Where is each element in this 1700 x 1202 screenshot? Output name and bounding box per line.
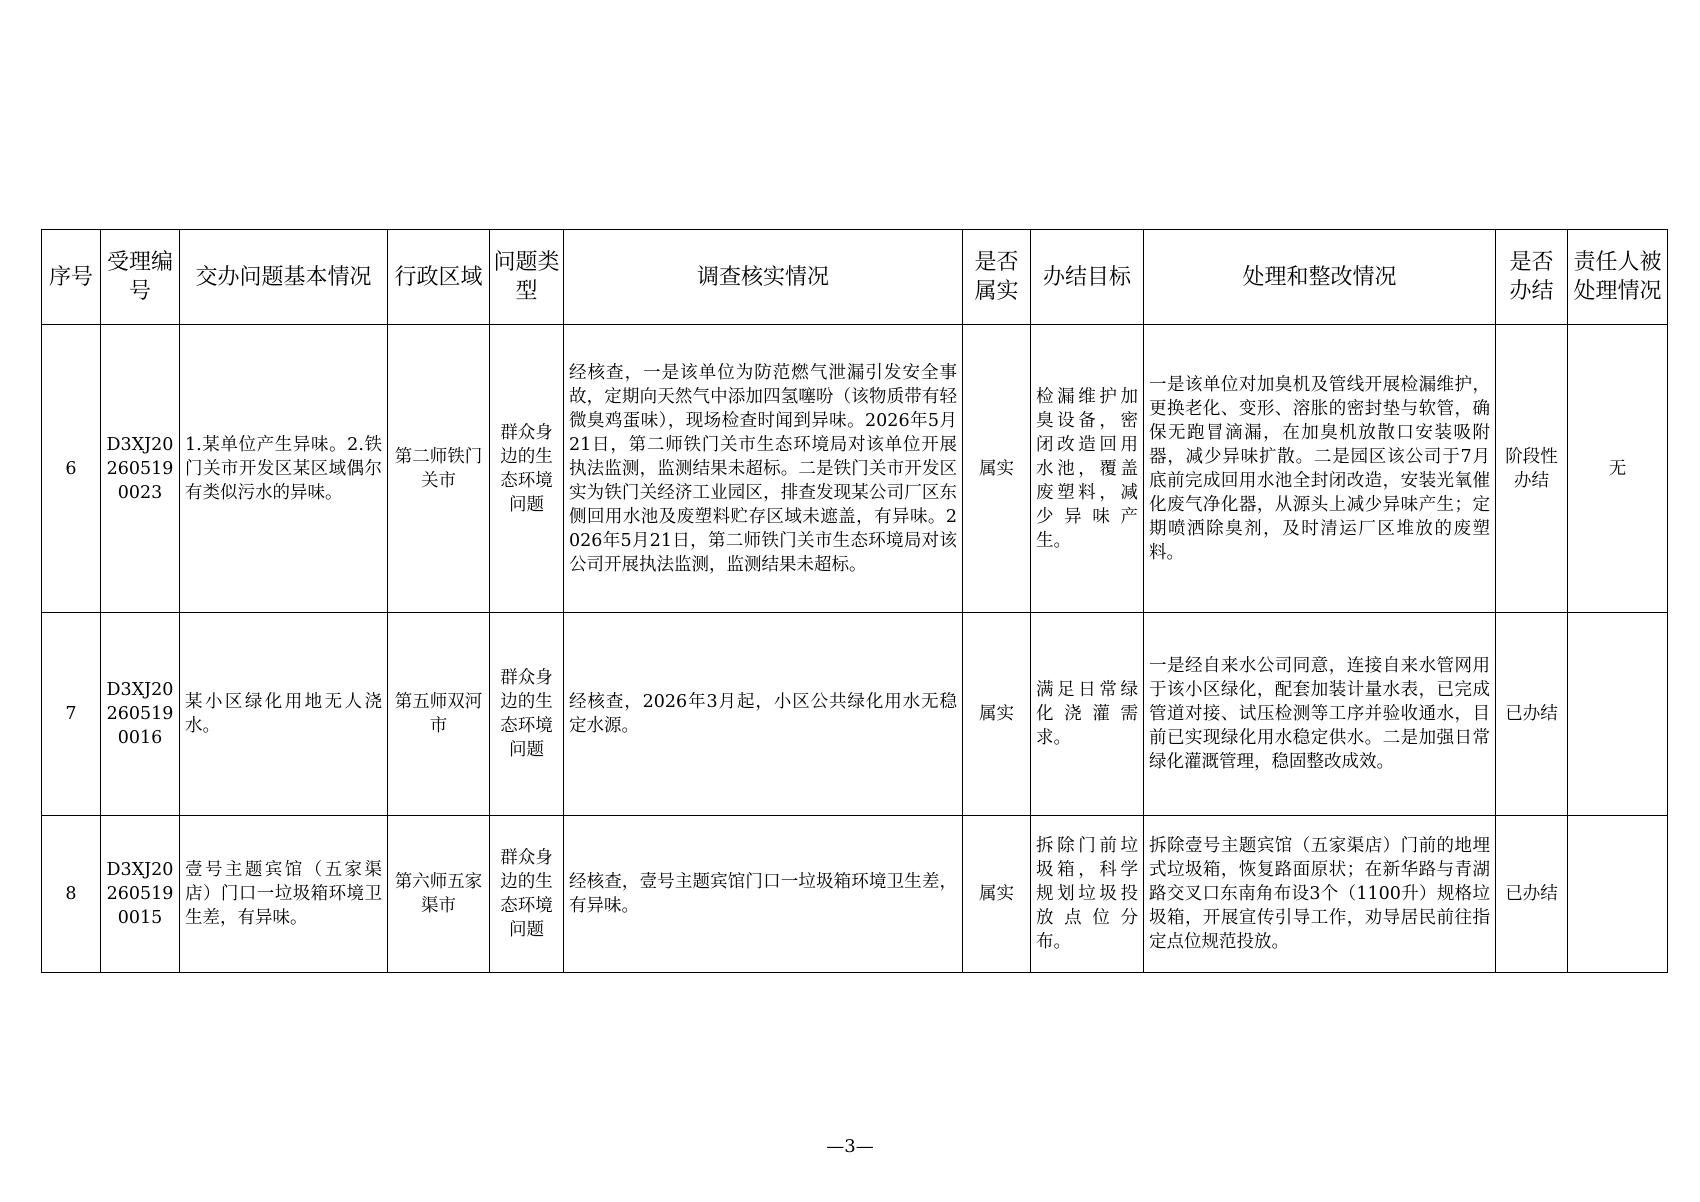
cell-investigation: 经核查，壹号主题宾馆门口一垃圾箱环境卫生差，有异味。 — [564, 816, 963, 973]
cell-verified: 属实 — [963, 613, 1031, 816]
table-row — [42, 325, 1668, 613]
cell-accountability — [1568, 613, 1668, 816]
cell-handling: 一是经自来水公司同意，连接自来水管网用于该小区绿化，配套加装计量水表，已完成管道对接、试压检测等工序并验收通水，目前已实现绿化用水稳定供水。二是加强日常绿化灌溉管理，稳固整改成效。 — [1144, 613, 1496, 816]
cell-seq: 7 — [42, 613, 101, 816]
header-accept-no: 受理编号 — [101, 230, 180, 325]
cell-region: 第五师双河市 — [388, 613, 490, 816]
header-seq: 序号 — [42, 230, 101, 325]
table-row — [42, 613, 1668, 816]
table-row — [42, 816, 1668, 973]
cell-problem: 某小区绿化用地无人浇水。 — [180, 613, 388, 816]
cell-verified: 属实 — [963, 325, 1031, 613]
page-number: —3— — [826, 1136, 874, 1157]
cell-accountability: 无 — [1568, 325, 1668, 613]
cell-closed: 已办结 — [1496, 816, 1568, 973]
table-header-row — [42, 230, 1668, 325]
cell-goal: 检漏维护加臭设备，密闭改造回用水池，覆盖废塑料，减少异味产生。 — [1031, 325, 1144, 613]
header-goal: 办结目标 — [1031, 230, 1144, 325]
header-type: 问题类型 — [490, 230, 564, 325]
cell-problem: 壹号主题宾馆（五家渠店）门口一垃圾箱环境卫生差，有异味。 — [180, 816, 388, 973]
cell-problem: 1.某单位产生异味。2.铁门关市开发区某区域偶尔有类似污水的异味。 — [180, 325, 388, 613]
cell-goal: 满足日常绿化浇灌需求。 — [1031, 613, 1144, 816]
cell-accept-no: D3XJ202605190016 — [101, 613, 180, 816]
cell-seq: 8 — [42, 816, 101, 973]
cell-closed: 阶段性办结 — [1496, 325, 1568, 613]
header-region: 行政区域 — [388, 230, 490, 325]
cell-seq: 6 — [42, 325, 101, 613]
cell-investigation: 经核查，2026年3月起，小区公共绿化用水无稳定水源。 — [564, 613, 963, 816]
cell-region: 第二师铁门关市 — [388, 325, 490, 613]
header-verified: 是否属实 — [963, 230, 1031, 325]
cell-verified: 属实 — [963, 816, 1031, 973]
cell-handling: 一是该单位对加臭机及管线开展检漏维护，更换老化、变形、溶胀的密封垫与软管，确保无跑冒滴漏，在加臭机放散口安装吸附器，减少异味扩散。二是园区该公司于7月底前完成回用水池全封闭改造，安装光氧催化废气净化器，从源头上减少异味产生；定期喷洒除臭剂，及时清运厂区堆放的废塑料。 — [1144, 325, 1496, 613]
cell-type: 群众身边的生态环境问题 — [490, 816, 564, 973]
header-handling: 处理和整改情况 — [1144, 230, 1496, 325]
case-table — [41, 229, 1668, 973]
header-closed: 是否办结 — [1496, 230, 1568, 325]
header-investigation: 调查核实情况 — [564, 230, 963, 325]
cell-region: 第六师五家渠市 — [388, 816, 490, 973]
cell-investigation: 经核查，一是该单位为防范燃气泄漏引发安全事故，定期向天然气中添加四氢噻吩（该物质带有轻微臭鸡蛋味），现场检查时闻到异味。2026年5月21日，第二师铁门关市生态环境局对该单位开展执法监测，监测结果未超标。二是铁门关市开发区实为铁门关经济工业园区，排查发现某公司厂区东侧回用水池及废塑料贮存区域未遮盖，有异味。2026年5月21日，第二师铁门关市生态环境局对该公司开展执法监测，监测结果未超标。 — [564, 325, 963, 613]
cell-handling: 拆除壹号主题宾馆（五家渠店）门前的地埋式垃圾箱，恢复路面原状；在新华路与青湖路交叉口东南角布设3个（1100升）规格垃圾箱，开展宣传引导工作，劝导居民前往指定点位规范投放。 — [1144, 816, 1496, 973]
header-problem: 交办问题基本情况 — [180, 230, 388, 325]
cell-goal: 拆除门前垃圾箱，科学规划垃圾投放点位分布。 — [1031, 816, 1144, 973]
cell-closed: 已办结 — [1496, 613, 1568, 816]
cell-accept-no: D3XJ202605190023 — [101, 325, 180, 613]
cell-accept-no: D3XJ202605190015 — [101, 816, 180, 973]
header-accountability: 责任人被处理情况 — [1568, 230, 1668, 325]
cell-accountability — [1568, 816, 1668, 973]
cell-type: 群众身边的生态环境问题 — [490, 325, 564, 613]
cell-type: 群众身边的生态环境问题 — [490, 613, 564, 816]
